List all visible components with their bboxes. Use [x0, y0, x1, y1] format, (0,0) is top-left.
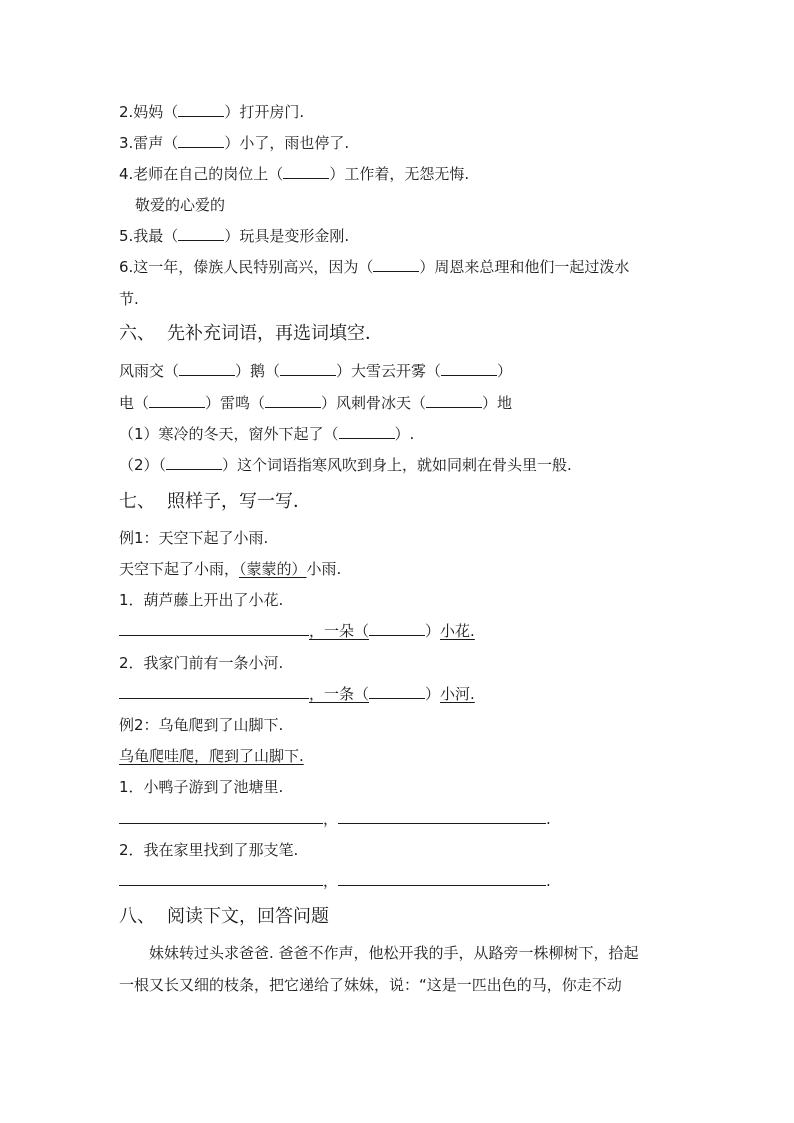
section-8-heading: 八、 阅读下文，回答问题: [119, 906, 329, 927]
question-5-2: 2.妈妈（ ）打开房门.: [119, 103, 305, 121]
section-6-heading: 六、 先补充词语，再选词填空．: [119, 323, 383, 344]
question-7-2: 2．我家门前有一条小河.: [119, 654, 284, 672]
passage-line-1: 妹妹转过头求爸爸. 爸爸不作声，他松开我的手，从路旁一株柳树下，拾起: [149, 944, 639, 962]
section-7-heading: 七、 照样子，写一写．: [119, 491, 311, 512]
word-options: 敬爱的心爱的: [135, 196, 226, 214]
question-5-6-cont: 节.: [119, 290, 139, 308]
answer-blank[interactable]: [166, 457, 222, 470]
question-7-4-fill: ， .: [119, 871, 551, 891]
answer-blank[interactable]: [179, 363, 235, 376]
question-5-3: 3.雷声（ ）小了，雨也停了.: [119, 134, 350, 152]
answer-blank[interactable]: [149, 395, 205, 408]
question-5-4: 4.老师在自己的岗位上（ ）工作着，无怨无悔.: [119, 165, 470, 183]
answer-blank[interactable]: [178, 228, 224, 241]
question-7-2-fill: ，一条（ ）小河.: [119, 684, 475, 704]
section-6-sentence-1: （1）寒冷的冬天，窗外下起了（ ）.: [119, 425, 415, 443]
question-5-6: 6.这一年，傣族人民特别高兴，因为（ ）周恩来总理和他们一起过泼水: [119, 258, 630, 276]
passage-line-2: 一根又长又细的枝条，把它递给了妹妹，说：“这是一匹出色的马，你走不动: [119, 976, 622, 994]
answer-blank[interactable]: [426, 395, 482, 408]
answer-blank[interactable]: [369, 686, 425, 699]
answer-blank[interactable]: [441, 363, 497, 376]
question-7-4: 2．我在家里找到了那支笔.: [119, 841, 299, 859]
answer-line[interactable]: [119, 811, 323, 824]
answer-blank[interactable]: [339, 426, 395, 439]
answer-blank[interactable]: [265, 395, 321, 408]
section-6-row-1: 风雨交（ ）鹅（ ）大雪云开雾（ ）: [119, 362, 513, 380]
question-7-1: 1．葫芦藤上开出了小花.: [119, 591, 284, 609]
answer-line[interactable]: [338, 873, 546, 886]
answer-blank[interactable]: [283, 166, 329, 179]
answer-blank[interactable]: [178, 104, 224, 117]
answer-line[interactable]: [119, 686, 309, 699]
example-2: 例2：乌龟爬到了山脚下.: [119, 716, 284, 734]
answer-line[interactable]: [338, 811, 546, 824]
answer-blank[interactable]: [373, 259, 419, 272]
answer-blank[interactable]: [178, 135, 224, 148]
answer-blank[interactable]: [369, 623, 425, 636]
answer-blank[interactable]: [280, 363, 336, 376]
question-7-1-fill: ，一朵（ ）小花.: [119, 621, 475, 641]
example-1-answer: 天空下起了小雨，（蒙蒙的）小雨.: [119, 560, 342, 578]
section-6-sentence-2: （2）（ ）这个词语指寒风吹到身上，就如同刺在骨头里一般.: [119, 456, 572, 474]
example-1: 例1：天空下起了小雨.: [119, 529, 269, 547]
answer-line[interactable]: [119, 623, 309, 636]
section-6-row-2: 电（ ）雷鸣（ ）风刺骨冰天（ ）地: [119, 394, 513, 412]
question-5-5: 5.我最（ ）玩具是变形金刚.: [119, 227, 350, 245]
question-7-3-fill: ， .: [119, 809, 551, 829]
question-7-3: 1．小鸭子游到了池塘里.: [119, 778, 284, 796]
answer-line[interactable]: [119, 873, 323, 886]
example-2-answer: 乌龟爬哇爬，爬到了山脚下.: [119, 747, 304, 765]
